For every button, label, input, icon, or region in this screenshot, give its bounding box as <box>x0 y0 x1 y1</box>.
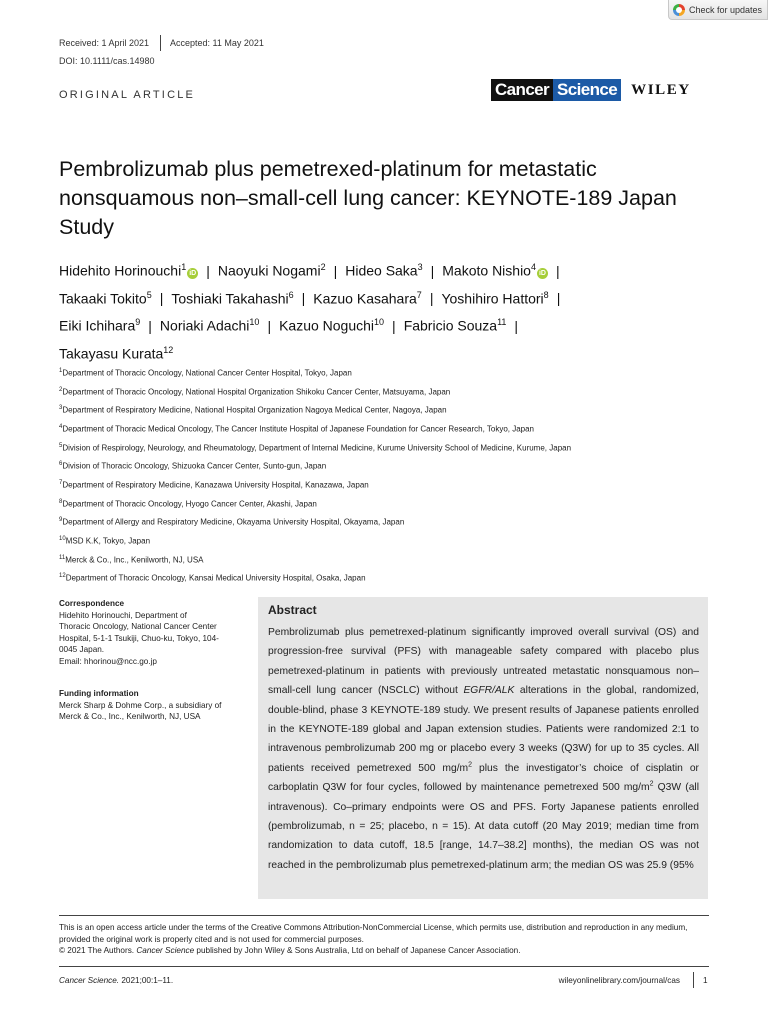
author-separator: | <box>206 262 210 279</box>
author-affiliation-number: 11 <box>497 317 507 328</box>
affiliation-item <box>59 475 719 494</box>
check-for-updates-button[interactable] <box>668 0 768 20</box>
funding-line: Merck Sharp & Dohme Corp., a subsidiary of <box>59 700 222 710</box>
author-name[interactable]: Eiki Ichihara <box>59 317 136 334</box>
affiliation-number: 4 <box>59 423 63 430</box>
author-separator: | <box>392 317 396 334</box>
affiliation-item <box>59 400 719 419</box>
author-affiliation-number: 3 <box>417 262 423 272</box>
orcid-icon[interactable]: iD <box>189 269 197 277</box>
correspondence-block <box>59 598 249 668</box>
affiliation-text: Department of Thoracic Oncology, Hyogo Cancer Center, Akashi, Japan <box>62 499 317 509</box>
affiliation-number: 3 <box>59 405 63 412</box>
accepted-date: Accepted: 11 May 2021 <box>170 38 264 48</box>
author-affiliation-number: 6 <box>288 289 294 300</box>
crossmark-icon <box>673 4 685 16</box>
received-date: Received: 1 April 2021 <box>59 38 150 48</box>
affiliation-text: Department of Respiratory Medicine, Kanazawa University Hospital, Kanazawa, Japan <box>62 480 369 490</box>
doi[interactable]: DOI: 10.1111/cas.14980 <box>59 56 155 66</box>
affiliation-text: Division of Thoracic Oncology, Shizuoka Cancer Center, Sunto-gun, Japan <box>62 461 327 471</box>
author-name[interactable]: Fabricio Souza <box>403 317 498 334</box>
author-name[interactable]: Hidehito Horinouchi <box>59 262 182 279</box>
affiliation-number: 9 <box>59 517 63 524</box>
affiliation-item <box>59 382 719 401</box>
author-name[interactable]: Naoyuki Nogami <box>217 262 321 279</box>
author-separator: | <box>333 262 338 279</box>
paper-title: Pembrolizumab plus pemetrexed-platinum for metastatic nonsquamous non–small-cell lung cancer: KEYNOTE-189 Japan Study <box>59 157 677 240</box>
author-affiliation-number: 9 <box>135 317 141 328</box>
correspondence-line: Hospital, 5-1-1 Tsukiji, Chuo-ku, Tokyo, 104- <box>59 633 219 643</box>
author-separator: | <box>556 290 561 307</box>
journal-url-link[interactable]: wileyonlinelibrary.com/journal/cas <box>558 976 680 985</box>
check-for-updates-label: Check for updates <box>689 4 763 15</box>
license-line: This is an open access article under the terms of the Creative Commons Attribution-NonCommercial License, which permits use, distribution and reproduction in any medium, provided the original work is properly cited and is not used for commercial purposes. <box>59 923 688 944</box>
affiliation-item <box>59 512 719 531</box>
license-rule <box>59 915 709 916</box>
affiliation-number: 6 <box>59 461 63 468</box>
affiliation-item <box>59 419 719 438</box>
author-separator: | <box>159 290 164 307</box>
affiliation-item <box>59 494 719 513</box>
author-affiliation-number: 5 <box>146 289 152 300</box>
author-separator: | <box>148 317 152 334</box>
affiliation-item <box>59 438 719 457</box>
journal-logo[interactable] <box>491 79 691 101</box>
footer-divider <box>693 972 694 988</box>
author-separator: | <box>514 317 519 334</box>
author-name[interactable]: Kazuo Noguchi <box>279 317 375 334</box>
author-name[interactable]: Makoto Nishio <box>442 262 531 279</box>
abstract-text: Pembrolizumab plus pemetrexed-platinum significantly improved overall survival (OS) and progression-free survival (PFS) with manageable safety compared with placebo plus pemetrexed-platinum in patients with previously untreated metastatic nonsquamous non–small-cell lung cancer (NSCLC) without EGFR/ALK alterations in the global, randomized, double-blind, phase 3 KEYNOTE-189 study. We present results of Japanese patients enrolled in the KEYNOTE-189 global and Japan extension studies. Patients were randomized 2:1 to intravenous pembrolizumab 200 mg or placebo every 3 weeks (Q3W) for up to 35 cycles. All patients received pemetrexed 500 $mg/m^2$ plus the investigator’s choice of cisplatin or carboplatin Q3W for four cycles, followed by maintenance pemetrexed 500 $mg/m^2$ Q3W (all intravenous). Co–primary endpoints were OS and PFS. Forty Japanese patients enrolled (pembrolizumab, n = 25; placebo, n = 15). At data cutoff (20 May 2019; median time from randomization to data cutoff, 18.5 [range, 14.7–38.2] months), the median OS was not reached in the pembrolizumab plus pemetrexed-platinum arm; the median OS was 25.9 (95% <box>268 627 699 871</box>
author-name[interactable]: Takaaki Tokito <box>59 290 147 307</box>
author-affiliation-number: 12 <box>163 344 174 355</box>
journal-logo-science: Science <box>553 79 621 101</box>
affiliation-text: Division of Respirology, Neurology, and Rheumatology, Department of Internal Medicine, Kurume University School of Medicine, Kurume, Japan <box>62 443 572 453</box>
footer-rule <box>59 966 709 967</box>
publisher-logo: WILEY <box>631 81 691 98</box>
affiliation-text: Department of Respiratory Medicine, National Hospital Organization Nagoya Medical Center, Nagoya, Japan <box>62 405 447 415</box>
author-name[interactable]: Kazuo Kasahara <box>313 290 417 307</box>
author-affiliation-number: 1 <box>181 262 187 272</box>
abstract-box <box>258 597 708 899</box>
author-affiliation-number: 4 <box>530 262 536 272</box>
author-affiliation-number: 2 <box>320 262 326 272</box>
affiliation-text: Department of Allergy and Respiratory Medicine, Okayama University Hospital, Okayama, Japan <box>62 517 405 527</box>
author-affiliation-number: 10 <box>374 317 385 328</box>
affiliation-item <box>59 568 719 587</box>
correspondence-email[interactable]: Email: hhorinou@ncc.go.jp <box>59 656 157 666</box>
affiliation-number: 7 <box>59 479 63 486</box>
author-separator: | <box>430 262 435 279</box>
license-text <box>59 922 709 957</box>
journal-logo-cancer: Cancer <box>491 79 553 101</box>
correspondence-line: Thoracic Oncology, National Cancer Center <box>59 622 217 632</box>
affiliation-number: 1 <box>59 368 63 374</box>
funding-line: Merck & Co., Inc., Kenilworth, NJ, USA <box>59 712 201 722</box>
author-name[interactable]: Hideo Saka <box>345 262 418 279</box>
affiliation-number: 2 <box>59 386 63 393</box>
affiliation-item <box>59 363 719 382</box>
affiliation-item <box>59 456 719 475</box>
copyright-line: © 2021 The Authors. Cancer Science published by John Wiley & Sons Australia, Ltd on behalf of Japanese Cancer Association. <box>59 946 521 956</box>
affiliation-list <box>59 363 719 587</box>
author-separator: | <box>301 290 306 307</box>
author-separator: | <box>429 290 434 307</box>
affiliation-text: Department of Thoracic Oncology, Kansai Medical University Hospital, Osaka, Japan <box>65 573 366 583</box>
correspondence-line: 0045 Japan. <box>59 645 105 655</box>
author-name[interactable]: Noriaki Adachi <box>159 317 250 334</box>
author-list <box>59 255 699 366</box>
funding-block <box>59 688 249 723</box>
affiliation-number: 11 <box>59 554 66 561</box>
author-affiliation-number: 7 <box>416 289 422 300</box>
author-separator: | <box>555 262 560 279</box>
affiliation-text: Department of Thoracic Oncology, National Hospital Organization Shikoku Cancer Center, Matsuyama, Japan <box>62 387 451 397</box>
affiliation-number: 8 <box>59 498 63 505</box>
author-name[interactable]: Yoshihiro Hattori <box>441 290 544 307</box>
correspondence-heading: Correspondence <box>59 599 125 608</box>
author-name[interactable]: Toshiaki Takahashi <box>171 290 289 307</box>
page-number: 1 <box>703 976 708 985</box>
correspondence-line: Hidehito Horinouchi, Department of <box>59 610 187 620</box>
affiliation-number: 12 <box>59 573 66 580</box>
author-name[interactable]: Takayasu Kurata <box>59 345 164 362</box>
affiliation-number: 10 <box>59 535 66 542</box>
funding-heading: Funding information <box>59 689 139 698</box>
author-affiliation-number: 8 <box>543 289 549 300</box>
affiliation-item <box>59 550 719 569</box>
author-affiliation-number: 10 <box>249 317 260 328</box>
header-divider <box>160 35 161 51</box>
article-type: ORIGINAL ARTICLE <box>59 89 196 101</box>
orcid-icon[interactable]: iD <box>538 269 546 277</box>
affiliation-text: Merck & Co., Inc., Kenilworth, NJ, USA <box>65 555 204 565</box>
footer-citation: Cancer Science. 2021;00:1–11. <box>59 976 174 985</box>
author-separator: | <box>267 317 272 334</box>
affiliation-text: Department of Thoracic Oncology, National Cancer Center Hospital, Tokyo, Japan <box>62 368 352 378</box>
affiliation-item <box>59 531 719 550</box>
abstract-heading: Abstract <box>268 603 317 617</box>
affiliation-text: Department of Thoracic Medical Oncology, The Cancer Institute Hospital of Japanese Foundation for Cancer Research, Tokyo, Japan <box>62 424 535 434</box>
affiliation-number: 5 <box>59 442 63 449</box>
affiliation-text: MSD K.K, Tokyo, Japan <box>65 536 151 546</box>
